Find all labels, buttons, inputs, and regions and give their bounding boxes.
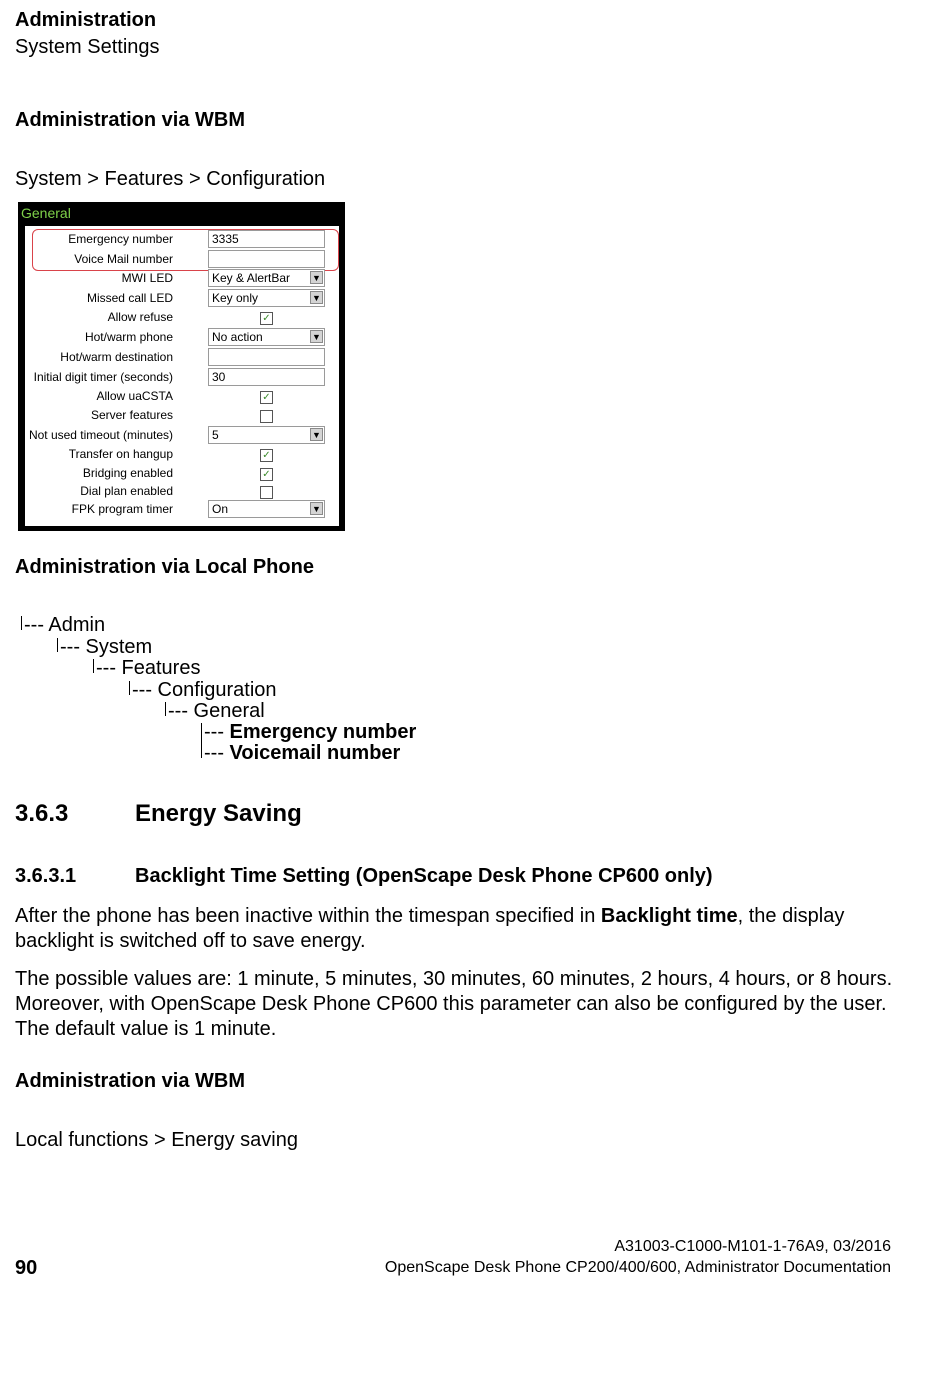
- field-label: Not used timeout (minutes): [28, 428, 173, 442]
- field-label: MWI LED: [121, 271, 173, 285]
- checkbox-checked[interactable]: ✓: [260, 391, 273, 404]
- paragraph-1: After the phone has been inactive within the timespan specified in Backlight time, the display backlight is switched off to save energy.: [15, 905, 845, 952]
- backlight-time-term: Backlight time: [600, 905, 738, 927]
- tree-node: --- Admin: [21, 614, 105, 637]
- field-label: Emergency number: [68, 232, 173, 246]
- tree-connector: [57, 638, 58, 652]
- tree-connector: [93, 659, 94, 673]
- checkbox-checked[interactable]: ✓: [260, 449, 273, 462]
- subsection-number: 3.6.3.1: [15, 865, 77, 887]
- chevron-down-icon[interactable]: ▼: [310, 330, 323, 343]
- select-value: 5: [212, 428, 219, 442]
- field-label: Allow uaCSTA: [96, 389, 173, 403]
- chevron-down-icon[interactable]: ▼: [310, 428, 323, 441]
- tree-connector: [129, 681, 130, 695]
- checkbox-checked[interactable]: ✓: [260, 312, 273, 325]
- text-field[interactable]: 3335: [208, 230, 325, 248]
- checkbox-unchecked[interactable]: [260, 410, 273, 423]
- field-label: Bridging enabled: [82, 466, 173, 480]
- tree-connector: [21, 616, 22, 630]
- field-label: Dial plan enabled: [80, 484, 173, 498]
- field-label: Initial digit timer (seconds): [33, 370, 173, 384]
- select-dropdown[interactable]: [208, 426, 325, 444]
- wbm-heading-2: Administration via WBM: [15, 1070, 246, 1092]
- wbm-heading: Administration via WBM: [15, 109, 246, 131]
- select-dropdown[interactable]: [208, 289, 325, 307]
- tree-node: --- System: [57, 636, 152, 659]
- field-label: Transfer on hangup: [68, 447, 173, 461]
- tree-connector: [201, 744, 202, 758]
- select-value: On: [212, 502, 229, 516]
- footer-doc-title: OpenScape Desk Phone CP200/400/600, Administrator Documentation: [384, 1259, 891, 1276]
- panel-form: [25, 226, 339, 526]
- select-value: Key only: [212, 291, 259, 305]
- paragraph-2: The possible values are: 1 minute, 5 minutes, 30 minutes, 60 minutes, 2 hours, 4 hours, or 8 hours. Moreover, with OpenScape Desk Phone CP600 this parameter can also be configured by the user. The default value is 1 minute.: [15, 968, 893, 1040]
- wbm-general-panel: [18, 202, 345, 531]
- text-field[interactable]: [208, 348, 325, 366]
- subsection-title: Backlight Time Setting (OpenScape Desk Phone CP600 only): [135, 865, 713, 887]
- select-dropdown[interactable]: [208, 500, 325, 518]
- checkbox-checked[interactable]: ✓: [260, 468, 273, 481]
- chevron-down-icon[interactable]: ▼: [310, 291, 323, 304]
- tree-node: --- Features: [93, 657, 200, 680]
- field-label: Allow refuse: [107, 310, 173, 324]
- checkbox-unchecked[interactable]: [260, 486, 273, 499]
- select-dropdown[interactable]: [208, 328, 325, 346]
- page-header-title: Administration: [15, 9, 157, 31]
- chevron-down-icon[interactable]: ▼: [310, 271, 323, 284]
- tree-node: --- General: [165, 700, 265, 723]
- chevron-down-icon[interactable]: ▼: [310, 502, 323, 515]
- wbm-path-2: Local functions > Energy saving: [15, 1129, 298, 1151]
- text-field[interactable]: [208, 250, 325, 268]
- text-field[interactable]: 30: [208, 368, 325, 386]
- select-dropdown[interactable]: [208, 269, 325, 287]
- tree-connector: [165, 702, 166, 716]
- field-label: Hot/warm phone: [84, 330, 173, 344]
- section-number: 3.6.3: [15, 800, 69, 827]
- footer-doc-id: A31003-C1000-M101-1-76A9, 03/2016: [614, 1238, 891, 1255]
- local-phone-heading: Administration via Local Phone: [15, 556, 314, 578]
- tree-leaf: --- Emergency number: [201, 721, 416, 747]
- select-value: No action: [212, 330, 263, 344]
- wbm-path: System > Features > Configuration: [15, 168, 326, 190]
- panel-title: General: [21, 205, 71, 221]
- select-value: Key & AlertBar: [212, 271, 291, 285]
- field-label: Missed call LED: [86, 291, 173, 305]
- field-label: FPK program timer: [71, 502, 173, 516]
- field-label: Hot/warm destination: [60, 350, 173, 364]
- tree-node: --- Configuration: [129, 679, 277, 702]
- tree-leaf: --- Voicemail number: [201, 742, 400, 765]
- field-label: Voice Mail number: [74, 252, 173, 266]
- page-number: 90: [15, 1257, 38, 1279]
- field-label: Server features: [90, 408, 173, 422]
- section-title: Energy Saving: [135, 800, 302, 827]
- page-header-subtitle: System Settings: [15, 36, 160, 58]
